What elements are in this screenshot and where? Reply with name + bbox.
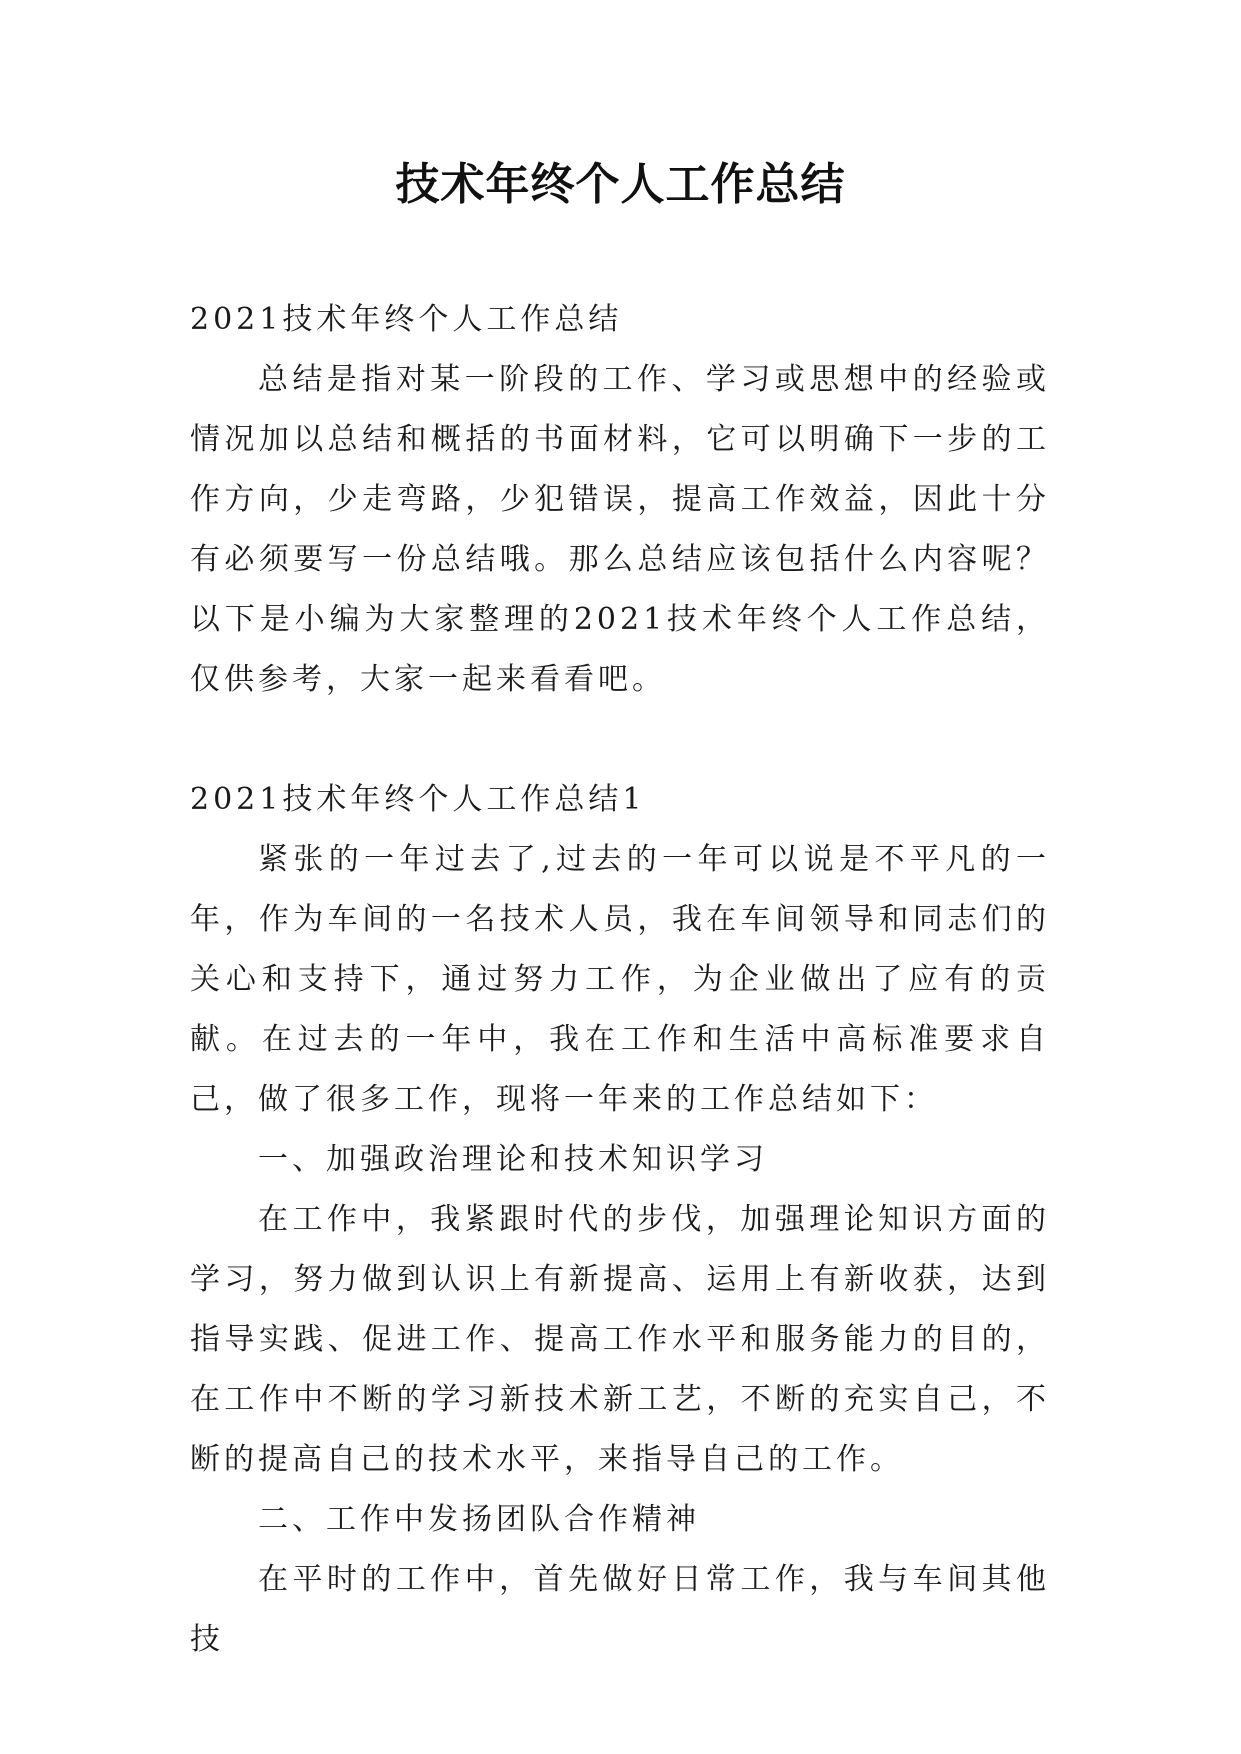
intro-paragraph: 总结是指对某一阶段的工作、学习或思想中的经验或情况加以总结和概括的书面材料，它可以明确下一步的工作方向，少走弯路，少犯错误，提高工作效益，因此十分有必须要写一份总结哦。那么总结应该包括什么内容呢？以下是小编为大家整理的2021技术年终个人工作总结，仅供参考，大家一起来看看吧。 — [190, 362, 1050, 697]
section-spacer — [190, 710, 1050, 770]
section1-paragraph: 紧张的一年过去了,过去的一年可以说是不平凡的一年，作为车间的一名技术人员，我在车间领导和同志们的关心和支持下，通过努力工作，为企业做出了应有的贡献。在过去的一年中，我在工作和生活中高标准要求自己，做了很多工作，现将一年来的工作总结如下： — [190, 842, 1050, 1117]
intro-heading: 2021技术年终个人工作总结 — [190, 302, 623, 337]
paragraph-3: 在平时的工作中，首先做好日常工作，我与车间其他技 — [190, 1562, 1050, 1657]
document-body — [190, 290, 1050, 1670]
subheading-2: 二、工作中发扬团队合作精神 — [258, 1502, 700, 1537]
section1-heading: 2021技术年终个人工作总结1 — [190, 782, 646, 817]
document-title: 技术年终个人工作总结 — [395, 159, 846, 210]
paragraph-2: 在工作中，我紧跟时代的步伐，加强理论知识方面的学习，努力做到认识上有新提高、运用上有新收获，达到指导实践、促进工作、提高工作水平和服务能力的目的，在工作中不断的学习新技术新工艺，不断的充实自己，不断的提高自己的技术水平，来指导自己的工作。 — [190, 1202, 1050, 1477]
subheading-1: 一、加强政治理论和技术知识学习 — [258, 1142, 768, 1177]
